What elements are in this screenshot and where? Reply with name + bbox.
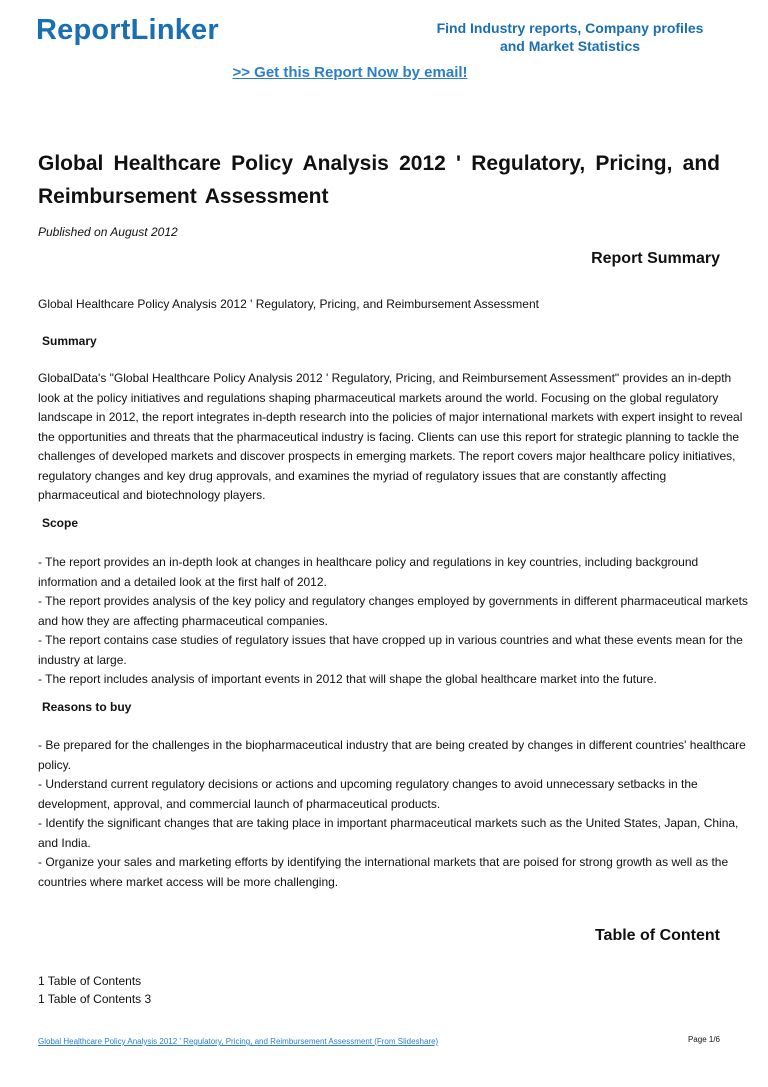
footer-source-link[interactable]: Global Healthcare Policy Analysis 2012 ' Regulatory, Pricing, and Reimbursement Assessment (From Slideshare) <box>38 1037 439 1046</box>
reasons-label: Reasons to buy <box>42 700 132 714</box>
scope-paragraph <box>38 553 748 690</box>
summary-paragraph <box>38 369 743 506</box>
reasons-line: development, approval, and commercial launch of pharmaceutical products. <box>38 796 441 811</box>
reasons-line: countries where market access will be more challenging. <box>38 874 339 889</box>
report-summary-heading: Report Summary <box>591 250 720 267</box>
reasons-line: - Identify the significant changes that are taking place in important pharmaceutical markets such as the United States, Japan, China, <box>38 816 739 830</box>
toc-item: 1 Table of Contents <box>38 974 142 988</box>
reasons-line: policy. <box>38 757 72 772</box>
scope-line: - The report provides an in-depth look at changes in healthcare policy and regulations in key countries, including background <box>38 555 699 569</box>
scope-line: - The report provides analysis of the key policy and regulatory changes employed by governments in different pharmaceutical markets <box>38 594 748 608</box>
toc-item: 1 Table of Contents 3 <box>38 992 152 1006</box>
summary-line: regulatory changes and key drug approvals, and examines the myriad of regulatory issues that are constantly affecting <box>38 468 667 483</box>
reasons-line: and India. <box>38 835 91 850</box>
summary-line: the opportunities and threats that the pharmaceutical industry is facing. Clients can use this report for strategic planning to tackle the <box>38 429 740 444</box>
tagline-line-1: Find Industry reports, Company profiles <box>436 20 704 36</box>
scope-line: - The report contains case studies of regulatory issues that have cropped up in various countries and what these events mean for the <box>38 633 743 647</box>
scope-line: industry at large. <box>38 652 127 667</box>
tagline-line-2: and Market Statistics <box>499 38 641 54</box>
summary-subtitle: Global Healthcare Policy Analysis 2012 ' Regulatory, Pricing, and Reimbursement Assessment <box>38 297 539 311</box>
published-date: Published on August 2012 <box>38 225 178 239</box>
reasons-paragraph <box>38 736 746 892</box>
reasons-line: - Organize your sales and marketing efforts by identifying the international markets that are poised for strong growth as well as the <box>38 855 729 869</box>
summary-label: Summary <box>42 334 97 348</box>
summary-line: landscape in 2012, the report integrates in-depth research into the policies of major international markets with expert insight to reveal <box>38 410 743 424</box>
summary-line: challenges of developed markets and discover prospects in emerging markets. The report covers major healthcare policy initiatives, <box>38 449 736 463</box>
summary-line: pharmaceutical and biotechnology players. <box>38 488 266 502</box>
table-of-content-heading: Table of Content <box>594 927 720 944</box>
report-title: Global Healthcare Policy Analysis 2012 ' Regulatory, Pricing, and Reimbursement Assessment <box>38 152 720 208</box>
header-tagline <box>390 19 750 55</box>
page-number: Page 1/6 <box>687 1035 720 1044</box>
reportlinker-logo[interactable]: ReportLinker <box>36 14 219 46</box>
summary-line: GlobalData's "Global Healthcare Policy Analysis 2012 ' Regulatory, Pricing, and Reimbursement Assessment" provides an in-depth <box>38 371 732 385</box>
scope-line: information and a detailed look at the first half of 2012. <box>38 574 327 589</box>
reasons-line: - Be prepared for the challenges in the biopharmaceutical industry that are being created by changes in different countries' healthcare <box>38 738 746 752</box>
reasons-line: - Understand current regulatory decisions or actions and upcoming regulatory changes to avoid unnecessary setbacks in the <box>38 777 698 791</box>
scope-line: and how they are affecting pharmaceutical companies. <box>38 613 328 628</box>
scope-label: Scope <box>42 516 79 530</box>
scope-line: - The report includes analysis of important events in 2012 that will shape the global healthcare market into the future. <box>38 672 657 686</box>
get-report-link[interactable]: >> Get this Report Now by email! <box>232 64 468 81</box>
summary-line: look at the policy initiatives and regulations shaping pharmaceutical markets around the world. Focusing on the global regulatory <box>38 390 719 405</box>
